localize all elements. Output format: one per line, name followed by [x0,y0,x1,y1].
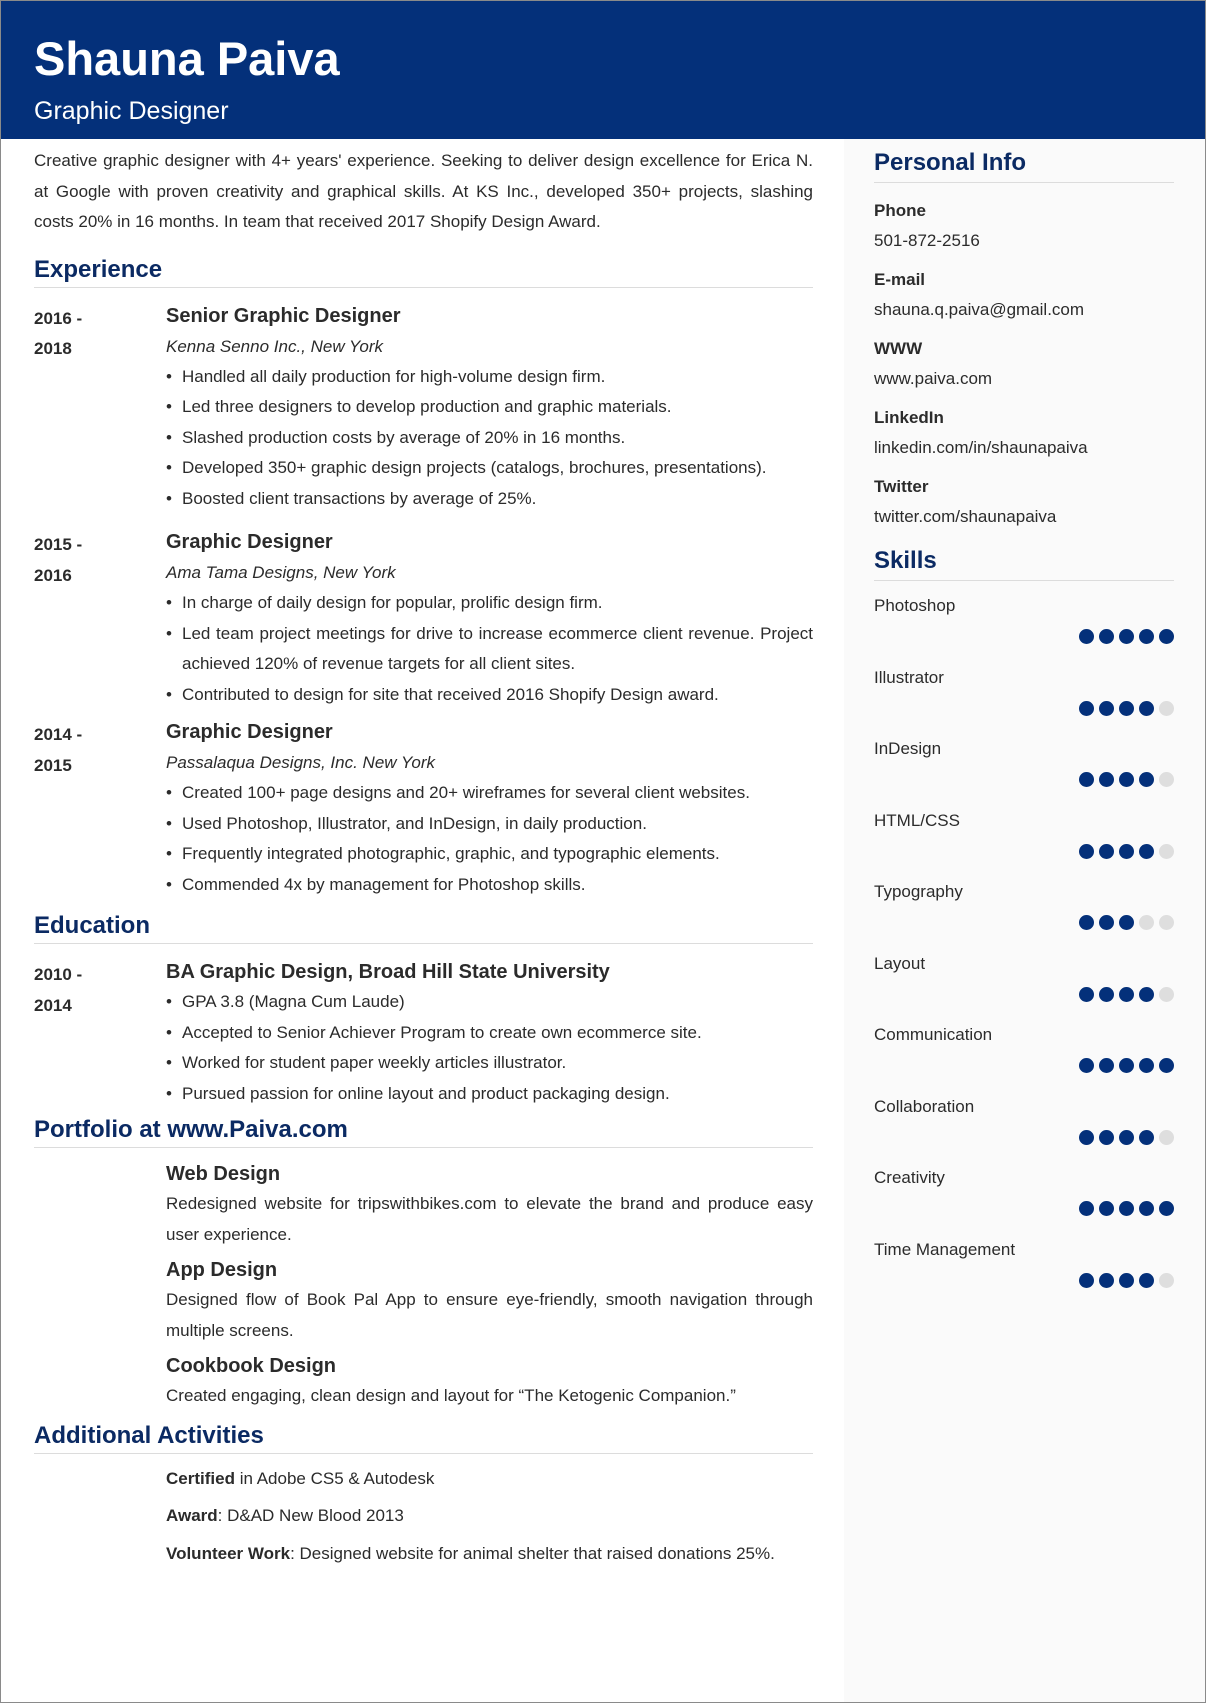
bullet-item: • Pursued passion for online layout and product packaging design. [166,1079,813,1110]
rating-dot-empty [1159,772,1174,787]
rating-dot-filled [1099,629,1114,644]
rating-dot-filled [1119,1273,1134,1288]
bullet-item: • Led three designers to develop production and graphic materials. [166,392,813,423]
bullet-item: • Worked for student paper weekly articles illustrator. [166,1048,813,1079]
portfolio-item-title: Web Design [166,1163,281,1185]
rating-dot-filled [1159,1201,1174,1216]
bullet-item: • GPA 3.8 (Magna Cum Laude) [166,987,813,1018]
portfolio-item [34,1159,813,1250]
experience-entry [34,527,813,710]
activity-item [166,1501,813,1532]
activity-label: Volunteer Work [166,1543,291,1563]
rating-dot-empty [1159,1130,1174,1145]
skill-item [874,867,1174,939]
date-end: 2014 [34,995,72,1015]
activities-heading: Additional Activities [34,1422,813,1454]
rating-dot-filled [1099,772,1114,787]
rating-dot-filled [1079,772,1094,787]
date-end: 2018 [34,339,72,358]
bullet-item: • Led team project meetings for drive to increase ecommerce client revenue. Project achieved 120% of revenue targets for all client sites. [166,619,813,680]
portfolio-item [34,1255,813,1346]
education-heading: Education [34,912,813,944]
bullet-item: • Handled all daily production for high-volume design firm. [166,362,813,393]
rating-dot-filled [1099,915,1114,930]
date-end: 2016 [34,565,72,585]
activity-item [166,1539,813,1570]
portfolio-item-title: App Design [166,1259,278,1281]
rating-dot-filled [1079,701,1094,716]
skill-item [874,1225,1174,1297]
portfolio-item-text: Designed flow of Book Pal App to ensure eye-friendly, smooth navigation through multiple screens. [166,1290,813,1340]
entry-date [34,530,144,591]
bullet-item: • Frequently integrated photographic, graphic, and typographic elements. [166,839,813,870]
activity-text: in Adobe CS5 & Autodesk [234,1468,435,1488]
candidate-title: Graphic Designer [34,97,229,125]
rating-dot-filled [1159,629,1174,644]
education-entry [34,957,813,1109]
portfolio-item-text: Created engaging, clean design and layout for “The Ketogenic Companion.” [166,1386,736,1405]
bullet-item: • Boosted client transactions by average of 25%. [166,484,813,515]
company-name: Kenna Senno Inc., New York [166,336,384,356]
rating-dot-filled [1079,915,1094,930]
experience-entry [34,301,813,515]
rating-dot-filled [1139,772,1154,787]
activity-text: : D&AD New Blood 2013 [217,1506,404,1525]
rating-dot-filled [1099,1058,1114,1073]
entry-date [34,960,144,1021]
rating-dot-filled [1139,987,1154,1002]
activity-text: : Designed website for animal shelter that raised donations 25%. [290,1543,775,1563]
skill-rating [1079,1273,1174,1288]
rating-dot-filled [1119,1201,1134,1216]
company-name: Ama Tama Designs, New York [166,563,396,582]
rating-dot-empty [1139,915,1154,930]
skills-list [874,581,1174,1296]
rating-dot-filled [1119,844,1134,859]
skill-rating [1079,1058,1174,1073]
skill-name: HTML/CSS [874,810,960,830]
summary: Creative graphic designer with 4+ years' experience. Seeking to deliver design excellence for Erica N. at Google with proven creativity and graphical skills. At KS Inc., developed 350+ projects, slashing costs 20% in 16 months. In team that received 2017 Shopify Design Award. [34,151,813,231]
main-column [34,146,813,1569]
rating-dot-filled [1099,1273,1114,1288]
rating-dot-filled [1079,987,1094,1002]
rating-dot-filled [1099,1201,1114,1216]
bullet-item: • In charge of daily design for popular, prolific design firm. [166,588,813,619]
skill-item [874,581,1174,653]
activities-list [34,1464,813,1570]
rating-dot-filled [1079,844,1094,859]
entry-date [34,304,144,365]
skill-rating [1079,987,1174,1002]
info-value-twitter: twitter.com/shaunapaiva [874,507,1057,526]
bullet-item: • Created 100+ page designs and 20+ wireframes for several client websites. [166,778,813,809]
skill-name: Collaboration [874,1096,975,1116]
skill-item [874,653,1174,725]
rating-dot-filled [1139,1273,1154,1288]
rating-dot-filled [1139,629,1154,644]
rating-dot-filled [1099,844,1114,859]
skills-heading: Skills [874,547,1174,581]
skill-item [874,724,1174,796]
skill-name: Photoshop [874,596,956,615]
experience-heading: Experience [34,256,813,288]
job-title: Senior Graphic Designer [166,304,401,327]
rating-dot-filled [1119,1130,1134,1145]
date-start: 2010 - [34,965,83,984]
company-name: Passalaqua Designs, Inc. New York [166,753,435,772]
info-label-twitter: Twitter [874,477,929,496]
date-start: 2016 - [34,308,83,328]
skill-item [874,1153,1174,1225]
skill-rating [1079,1130,1174,1145]
rating-dot-filled [1139,844,1154,859]
skill-name: Layout [874,953,926,973]
rating-dot-filled [1079,1273,1094,1288]
skill-rating [1079,629,1174,644]
bullet-item: • Commended 4x by management for Photoshop skills. [166,870,813,901]
rating-dot-filled [1099,701,1114,716]
header-banner [1,1,1205,139]
date-start: 2014 - [34,725,83,744]
bullet-list [166,987,813,1109]
skill-name: Typography [874,882,963,901]
date-end: 2015 [34,755,72,775]
activity-label: Award [166,1506,218,1525]
skill-item [874,796,1174,868]
rating-dot-empty [1159,1273,1174,1288]
job-title: Graphic Designer [166,721,333,743]
bullet-item: • Used Photoshop, Illustrator, and InDesign, in daily production. [166,809,813,840]
info-value-phone: 501-872-2516 [874,231,980,250]
skill-item [874,1010,1174,1082]
date-start: 2015 - [34,535,83,554]
rating-dot-filled [1139,1130,1154,1145]
degree-title: BA Graphic Design, Broad Hill State University [166,961,610,983]
portfolio-item [34,1351,813,1412]
skill-name: Illustrator [874,667,944,687]
rating-dot-filled [1119,987,1134,1002]
skill-name: Communication [874,1025,993,1044]
skill-rating [1079,772,1174,787]
rating-dot-filled [1099,987,1114,1002]
portfolio-item-title: Cookbook Design [166,1355,337,1377]
bullet-list [166,778,813,900]
bullet-list [166,362,813,515]
rating-dot-filled [1159,1058,1174,1073]
info-value-linkedin: linkedin.com/in/shaunapaiva [874,438,1088,457]
experience-entry [34,717,813,900]
portfolio-heading: Portfolio at www.Paiva.com [34,1116,813,1148]
rating-dot-empty [1159,987,1174,1002]
info-label-phone: Phone [874,201,926,220]
rating-dot-empty [1159,844,1174,859]
skill-name: Creativity [874,1168,945,1187]
rating-dot-empty [1159,915,1174,930]
job-title: Graphic Designer [166,531,333,553]
rating-dot-filled [1079,1058,1094,1073]
candidate-name: Shauna Paiva [34,32,340,85]
info-value-www: www.paiva.com [874,369,993,388]
skill-rating [1079,701,1174,716]
info-label-www: WWW [874,339,923,358]
bullet-item: • Accepted to Senior Achiever Program to create own ecommerce site. [166,1018,813,1049]
bullet-list [166,588,813,710]
entry-date [34,720,144,781]
skill-item [874,939,1174,1011]
rating-dot-filled [1119,772,1134,787]
rating-dot-filled [1079,1130,1094,1145]
rating-dot-filled [1119,1058,1134,1073]
rating-dot-filled [1139,1201,1154,1216]
activity-label: Certified [166,1468,235,1488]
skill-name: InDesign [874,739,942,758]
rating-dot-filled [1119,701,1134,716]
skill-rating [1079,915,1174,930]
activity-item [166,1464,813,1495]
info-label-linkedin: LinkedIn [874,408,944,427]
bullet-item: • Slashed production costs by average of 20% in 16 months. [166,423,813,454]
skill-rating [1079,1201,1174,1216]
skill-item [874,1082,1174,1154]
sidebar [874,149,1174,1296]
rating-dot-filled [1099,1130,1114,1145]
rating-dot-filled [1079,629,1094,644]
rating-dot-filled [1119,629,1134,644]
rating-dot-filled [1119,915,1134,930]
bullet-item: • Contributed to design for site that received 2016 Shopify Design award. [166,680,813,711]
skill-name: Time Management [874,1239,1016,1259]
bullet-item: • Developed 350+ graphic design projects (catalogs, brochures, presentations). [166,453,813,484]
portfolio-item-text: Redesigned website for tripswithbikes.com to elevate the brand and produce easy user experience. [166,1194,813,1244]
rating-dot-filled [1139,701,1154,716]
rating-dot-empty [1159,701,1174,716]
rating-dot-filled [1139,1058,1154,1073]
skill-rating [1079,844,1174,859]
rating-dot-filled [1079,1201,1094,1216]
info-value-email: shauna.q.paiva@gmail.com [874,300,1085,319]
info-label-email: E-mail [874,270,926,289]
personal-info-heading: Personal Info [874,149,1174,183]
